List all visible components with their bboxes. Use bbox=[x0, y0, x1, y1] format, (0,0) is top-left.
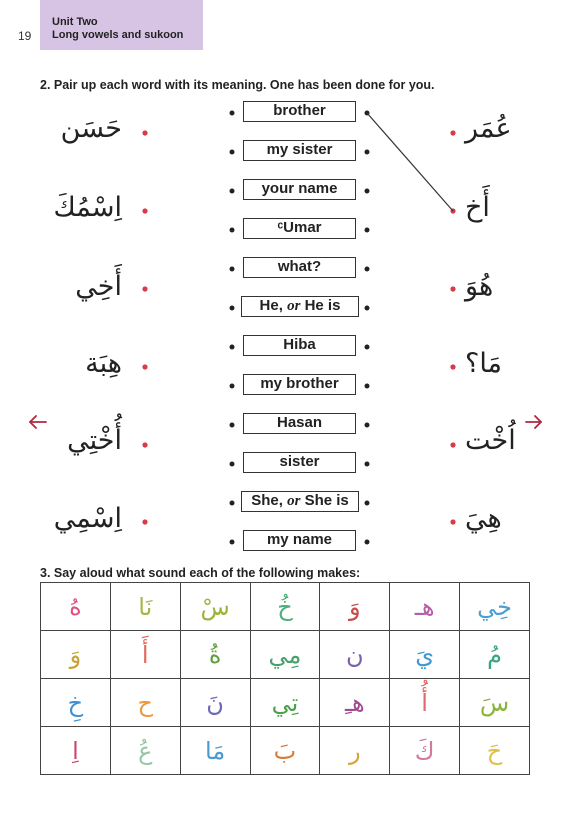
english-dot[interactable] bbox=[365, 384, 370, 389]
english-dot[interactable] bbox=[365, 306, 370, 311]
english-dot[interactable] bbox=[365, 462, 370, 467]
grid-cell: خِي bbox=[460, 583, 530, 631]
unit-subtitle: Long vowels and sukoon bbox=[52, 29, 184, 41]
grid-cell: هُ bbox=[41, 583, 111, 631]
english-word-box[interactable]: sister bbox=[243, 452, 356, 473]
arabic-word-right[interactable]: أَخ bbox=[465, 192, 490, 223]
grid-cell: أُ bbox=[390, 679, 460, 727]
grid-cell: ن bbox=[320, 631, 390, 679]
grid-cell: هـ bbox=[390, 583, 460, 631]
english-word-box[interactable]: brother bbox=[243, 101, 356, 122]
arabic-dot[interactable] bbox=[142, 130, 147, 135]
english-dot[interactable] bbox=[365, 423, 370, 428]
sound-grid bbox=[40, 582, 530, 775]
arabic-word-left[interactable]: أَخِي bbox=[75, 271, 122, 302]
english-dot[interactable] bbox=[230, 423, 235, 428]
arabic-word-right[interactable]: هِيَ bbox=[465, 503, 502, 534]
grid-cell: خِ bbox=[41, 679, 111, 727]
grid-cell: اِ bbox=[41, 727, 111, 775]
grid-cell: عُ bbox=[110, 727, 180, 775]
english-word-box[interactable]: my sister bbox=[243, 140, 356, 161]
arabic-word-left[interactable]: أُخْتِي bbox=[67, 425, 122, 456]
grid-cell: بَ bbox=[250, 727, 320, 775]
grid-row bbox=[41, 583, 530, 631]
arrow-right-icon[interactable] bbox=[526, 416, 541, 428]
arabic-word-right[interactable]: اُخْت bbox=[465, 425, 516, 456]
grid-cell: مُ bbox=[460, 631, 530, 679]
english-word-box[interactable]: your name bbox=[243, 179, 356, 200]
english-word-box[interactable]: my name bbox=[243, 530, 356, 551]
english-dot[interactable] bbox=[365, 228, 370, 233]
arabic-word-right[interactable]: عُمَر bbox=[465, 113, 512, 144]
english-dot[interactable] bbox=[230, 384, 235, 389]
grid-cell: هـِ bbox=[320, 679, 390, 727]
exercise-2-instruction: 2. Pair up each word with its meaning. One has been done for you. bbox=[40, 78, 435, 92]
english-dot[interactable] bbox=[230, 267, 235, 272]
grid-cell: مَا bbox=[180, 727, 250, 775]
grid-row bbox=[41, 727, 530, 775]
grid-cell: حَ bbox=[460, 727, 530, 775]
arabic-dot[interactable] bbox=[450, 286, 455, 291]
arabic-word-left[interactable]: هِبَة bbox=[85, 348, 122, 379]
english-dot[interactable] bbox=[365, 501, 370, 506]
english-word-box[interactable]: what? bbox=[243, 257, 356, 278]
english-dot[interactable] bbox=[365, 345, 370, 350]
grid-cell: ةُ bbox=[180, 631, 250, 679]
english-dot[interactable] bbox=[230, 540, 235, 545]
arabic-dot[interactable] bbox=[142, 519, 147, 524]
arrow-left-icon[interactable] bbox=[30, 416, 46, 428]
arabic-dot[interactable] bbox=[142, 208, 147, 213]
english-word-box[interactable]: He, or He is bbox=[241, 296, 359, 317]
english-dot[interactable] bbox=[365, 267, 370, 272]
grid-cell: سْ bbox=[180, 583, 250, 631]
arabic-word-right[interactable]: مَا؟ bbox=[465, 348, 503, 379]
english-dot[interactable] bbox=[230, 462, 235, 467]
arabic-dot[interactable] bbox=[450, 442, 455, 447]
page-number: 19 bbox=[18, 29, 32, 43]
english-word-box[interactable]: ᶜUmar bbox=[243, 218, 356, 239]
grid-cell: مِي bbox=[250, 631, 320, 679]
unit-title: Unit Two bbox=[52, 16, 98, 28]
english-word-box[interactable]: She, or She is bbox=[241, 491, 359, 512]
arabic-dot[interactable] bbox=[142, 442, 147, 447]
english-dot[interactable] bbox=[230, 150, 235, 155]
english-dot[interactable] bbox=[230, 501, 235, 506]
english-dot[interactable] bbox=[230, 306, 235, 311]
arabic-dot[interactable] bbox=[450, 519, 455, 524]
grid-cell: خُ bbox=[250, 583, 320, 631]
english-dot[interactable] bbox=[365, 150, 370, 155]
arabic-dot[interactable] bbox=[142, 286, 147, 291]
english-dot[interactable] bbox=[365, 189, 370, 194]
arabic-word-left[interactable]: اِسْمِي bbox=[53, 503, 122, 534]
grid-cell: يَ bbox=[390, 631, 460, 679]
grid-cell: نَ bbox=[180, 679, 250, 727]
grid-cell: وَ bbox=[41, 631, 111, 679]
arabic-word-right[interactable]: هُوَ bbox=[465, 271, 494, 302]
grid-cell: تِي bbox=[250, 679, 320, 727]
arabic-dot[interactable] bbox=[450, 130, 455, 135]
english-word-box[interactable]: my brother bbox=[243, 374, 356, 395]
english-word-box[interactable]: Hasan bbox=[243, 413, 356, 434]
arabic-dot[interactable] bbox=[450, 364, 455, 369]
arabic-word-left[interactable]: اِسْمُكَ bbox=[53, 192, 122, 223]
grid-row bbox=[41, 679, 530, 727]
arabic-dot[interactable] bbox=[142, 364, 147, 369]
grid-row bbox=[41, 631, 530, 679]
english-dot[interactable] bbox=[230, 228, 235, 233]
exercise-3-instruction: 3. Say aloud what sound each of the following makes: bbox=[40, 566, 361, 580]
english-dot[interactable] bbox=[365, 540, 370, 545]
grid-cell: ح bbox=[110, 679, 180, 727]
english-dot[interactable] bbox=[230, 189, 235, 194]
arabic-word-left[interactable]: حَسَن bbox=[60, 113, 122, 144]
grid-cell: وَ bbox=[320, 583, 390, 631]
grid-cell: ر bbox=[320, 727, 390, 775]
english-word-box[interactable]: Hiba bbox=[243, 335, 356, 356]
grid-cell: أَ bbox=[110, 631, 180, 679]
example-match-line bbox=[367, 113, 453, 211]
english-dot[interactable] bbox=[230, 111, 235, 116]
grid-cell: سَ bbox=[460, 679, 530, 727]
english-dot[interactable] bbox=[230, 345, 235, 350]
grid-cell: كَ bbox=[390, 727, 460, 775]
grid-cell: نَا bbox=[110, 583, 180, 631]
